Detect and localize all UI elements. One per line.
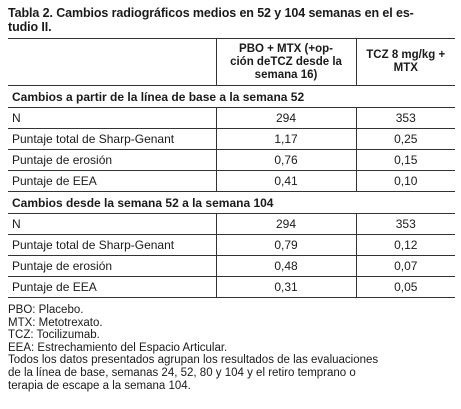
tcz-value: 353 xyxy=(356,214,455,235)
row-label: Puntaje de erosión xyxy=(8,256,216,277)
caption-line-1: Tabla 2. Cambios radiográficos medios en 52 y 104 semanas en el es- xyxy=(8,6,414,20)
pbo-value: 0,79 xyxy=(216,235,356,256)
header-tcz-mtx xyxy=(356,39,455,86)
tcz-value: 0,07 xyxy=(356,256,455,277)
row-label: Puntaje de EEA xyxy=(8,171,216,192)
row-label: Puntaje de erosión xyxy=(8,150,216,171)
row-label: Puntaje total de Sharp-Genant xyxy=(8,235,216,256)
caption-line-2: tudio II. xyxy=(8,20,52,34)
pbo-value: 294 xyxy=(216,108,356,129)
document xyxy=(8,6,455,392)
footnote: terapia de escape a la semana 104. xyxy=(8,379,191,392)
table-row xyxy=(8,150,455,171)
table-caption xyxy=(8,6,455,34)
header-pbo-line-3: semana 16) xyxy=(254,68,318,81)
radiographic-changes-table xyxy=(8,38,455,298)
pbo-value: 294 xyxy=(216,214,356,235)
pbo-value: 0,76 xyxy=(216,150,356,171)
tcz-value: 0,25 xyxy=(356,129,455,150)
table-header-row xyxy=(8,39,455,86)
row-label: N xyxy=(8,214,216,235)
footnote: PBO: Placebo. xyxy=(8,304,84,316)
section-title: Cambios a partir de la línea de base a la semana 52 xyxy=(8,86,455,108)
tcz-value: 0,15 xyxy=(356,150,455,171)
footnote: Todos los datos presentados agrupan los resultados de las evaluaciones xyxy=(8,354,379,367)
row-label: N xyxy=(8,108,216,129)
header-pbo-line-2: ción deTCZ desde la xyxy=(230,55,342,68)
pbo-value: 0,41 xyxy=(216,171,356,192)
tcz-value: 0,10 xyxy=(356,171,455,192)
footnote: TCZ: Tocilizumab. xyxy=(8,329,100,342)
header-tcz-line-2: MTX xyxy=(393,62,418,74)
tcz-value: 353 xyxy=(356,108,455,129)
footnote: MTX: Metotrexato. xyxy=(8,316,103,329)
header-blank-cell xyxy=(8,39,216,86)
table-row xyxy=(8,108,455,129)
table-row xyxy=(8,256,455,277)
pbo-value: 0,31 xyxy=(216,277,356,298)
row-label: Puntaje total de Sharp-Genant xyxy=(8,129,216,150)
table-row xyxy=(8,277,455,298)
table-row xyxy=(8,171,455,192)
header-pbo-mtx xyxy=(216,39,356,86)
section-header-baseline-to-52 xyxy=(8,86,455,108)
section-title: Cambios desde la semana 52 a la semana 104 xyxy=(8,192,455,214)
footnote: EEA: Estrechamiento del Espacio Articular. xyxy=(8,341,228,354)
table-footnotes xyxy=(8,304,455,392)
table-row xyxy=(8,214,455,235)
table-row xyxy=(8,129,455,150)
tcz-value: 0,12 xyxy=(356,235,455,256)
footnote: de la línea de base, semanas 24, 52, 80 y 104 y el retiro temprano o xyxy=(8,366,356,379)
header-pbo-line-1: PBO + MTX (+op- xyxy=(239,42,333,55)
row-label: Puntaje de EEA xyxy=(8,277,216,298)
pbo-value: 0,48 xyxy=(216,256,356,277)
pbo-value: 1,17 xyxy=(216,129,356,150)
table-row xyxy=(8,235,455,256)
section-header-52-to-104 xyxy=(8,192,455,214)
header-tcz-line-1: TCZ 8 mg/kg + xyxy=(366,49,446,61)
tcz-value: 0,05 xyxy=(356,277,455,298)
